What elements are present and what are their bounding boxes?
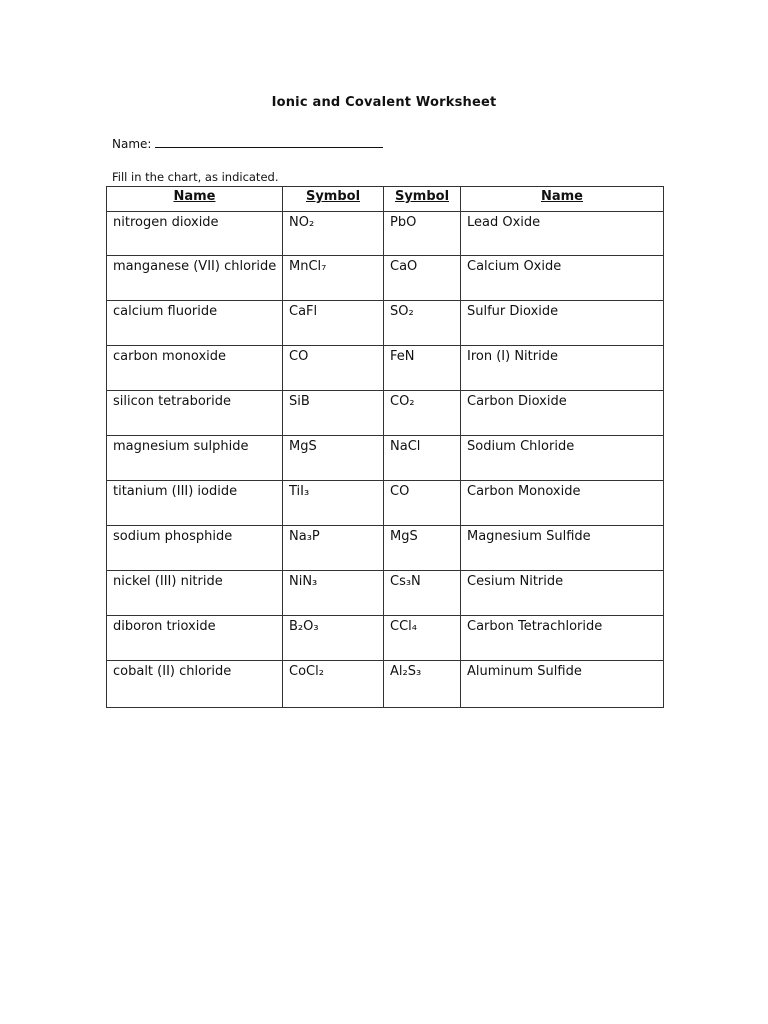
header-symbol-2: Symbol <box>384 187 461 212</box>
cell-symbol: NiN₃ <box>283 571 384 616</box>
cell-compound-name: silicon tetraboride <box>107 391 283 436</box>
compound-chart <box>106 186 664 708</box>
header-name-1: Name <box>107 187 283 212</box>
cell-compound-name: Carbon Monoxide <box>461 481 664 526</box>
cell-compound-name: magnesium sulphide <box>107 436 283 481</box>
cell-symbol: TiI₃ <box>283 481 384 526</box>
table-row <box>107 436 664 481</box>
header-symbol-1: Symbol <box>283 187 384 212</box>
cell-symbol: PbO <box>384 212 461 256</box>
cell-symbol: FeN <box>384 346 461 391</box>
cell-symbol: CO <box>384 481 461 526</box>
cell-symbol: MgS <box>384 526 461 571</box>
table-row <box>107 571 664 616</box>
cell-compound-name: manganese (VII) chloride <box>107 256 283 301</box>
table-row <box>107 481 664 526</box>
cell-symbol: SO₂ <box>384 301 461 346</box>
table-row <box>107 526 664 571</box>
cell-compound-name: Sodium Chloride <box>461 436 664 481</box>
cell-symbol: SiB <box>283 391 384 436</box>
name-label: Name: <box>112 137 152 151</box>
table-row <box>107 616 664 661</box>
table-row <box>107 661 664 708</box>
cell-symbol: NaCl <box>384 436 461 481</box>
cell-compound-name: calcium fluoride <box>107 301 283 346</box>
cell-symbol: CaFl <box>283 301 384 346</box>
table-row <box>107 346 664 391</box>
cell-symbol: CO <box>283 346 384 391</box>
header-name-2: Name <box>461 187 664 212</box>
cell-compound-name: Carbon Dioxide <box>461 391 664 436</box>
table-row <box>107 256 664 301</box>
cell-compound-name: sodium phosphide <box>107 526 283 571</box>
cell-symbol: MnCl₇ <box>283 256 384 301</box>
cell-compound-name: nitrogen dioxide <box>107 212 283 256</box>
cell-symbol: CaO <box>384 256 461 301</box>
name-line <box>112 135 383 151</box>
header-row <box>107 187 664 212</box>
table-row <box>107 212 664 256</box>
table-row <box>107 301 664 346</box>
cell-compound-name: carbon monoxide <box>107 346 283 391</box>
table-row <box>107 391 664 436</box>
cell-symbol: NO₂ <box>283 212 384 256</box>
cell-compound-name: Magnesium Sulfide <box>461 526 664 571</box>
cell-compound-name: Sulfur Dioxide <box>461 301 664 346</box>
cell-symbol: CoCl₂ <box>283 661 384 708</box>
cell-compound-name: diboron trioxide <box>107 616 283 661</box>
instructions: Fill in the chart, as indicated. <box>112 170 279 184</box>
cell-compound-name: Carbon Tetrachloride <box>461 616 664 661</box>
cell-symbol: CO₂ <box>384 391 461 436</box>
cell-symbol: Na₃P <box>283 526 384 571</box>
cell-symbol: Al₂S₃ <box>384 661 461 708</box>
worksheet-title: Ionic and Covalent Worksheet <box>271 95 497 110</box>
cell-compound-name: nickel (III) nitride <box>107 571 283 616</box>
cell-symbol: CCl₄ <box>384 616 461 661</box>
cell-symbol: Cs₃N <box>384 571 461 616</box>
cell-compound-name: titanium (III) iodide <box>107 481 283 526</box>
cell-symbol: B₂O₃ <box>283 616 384 661</box>
cell-compound-name: cobalt (II) chloride <box>107 661 283 708</box>
cell-compound-name: Iron (I) Nitride <box>461 346 664 391</box>
name-blank[interactable] <box>155 135 383 148</box>
cell-compound-name: Cesium Nitride <box>461 571 664 616</box>
cell-compound-name: Aluminum Sulfide <box>461 661 664 708</box>
cell-compound-name: Lead Oxide <box>461 212 664 256</box>
cell-compound-name: Calcium Oxide <box>461 256 664 301</box>
cell-symbol: MgS <box>283 436 384 481</box>
